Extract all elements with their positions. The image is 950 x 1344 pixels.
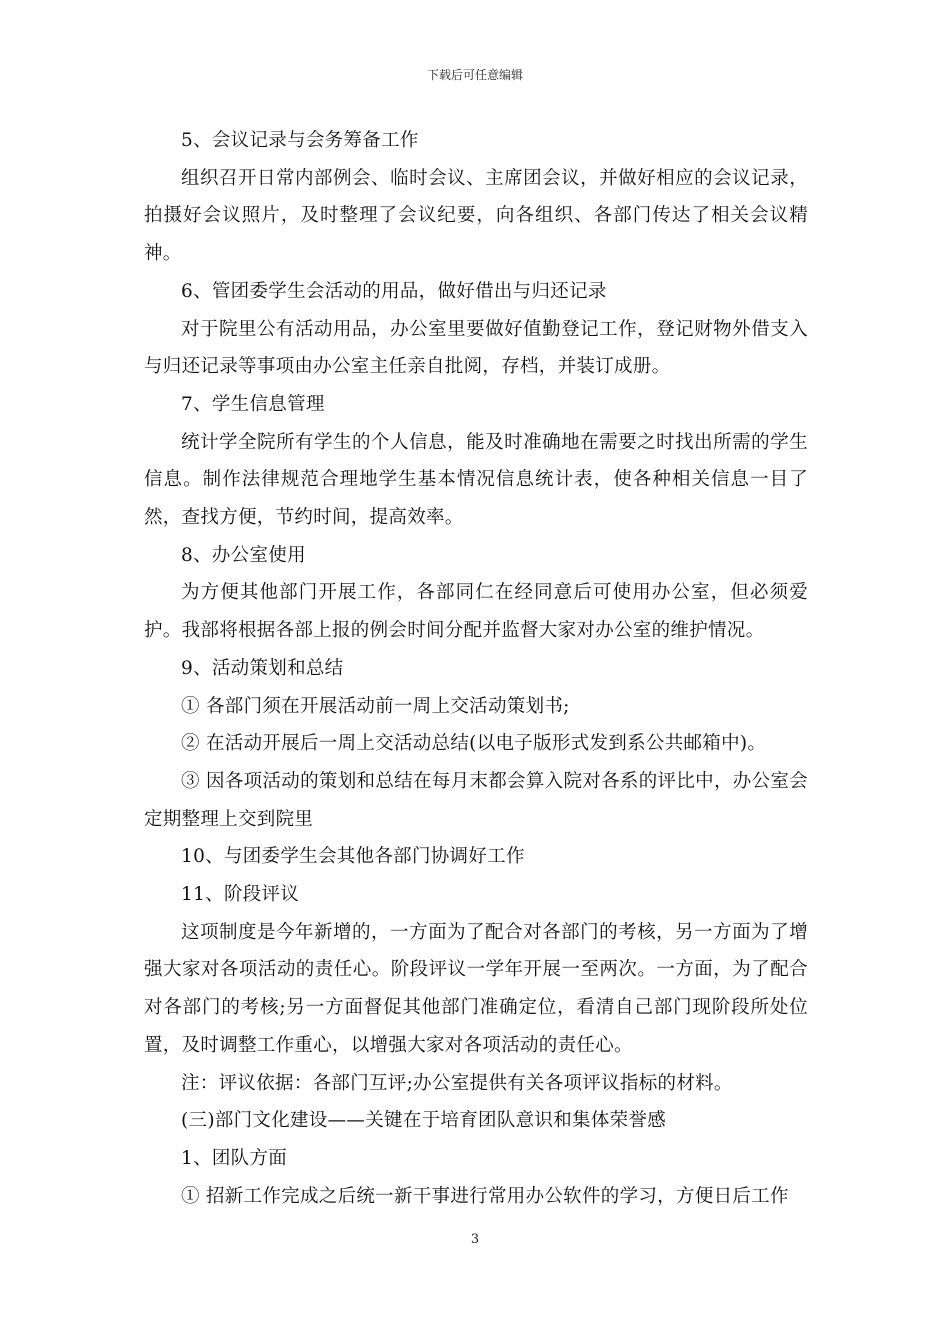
paragraph: 为方便其他部门开展工作，各部同仁在经同意后可使用办公室，但必须爱护。我部将根据各部上报的例会时间分配并监督大家对办公室的维护情况。 [144, 582, 808, 642]
paragraph: 对于院里公有活动用品，办公室里要做好值勤登记工作，登记财物外借支入与归还记录等事项由办公室主任亲自批阅，存档，并装订成册。 [144, 318, 808, 378]
paragraph: 统计学全院所有学生的个人信息，能及时准确地在需要之时找出所需的学生信息。制作法律规范合理地学生基本情况信息统计表，使各种相关信息一目了然，查找方便，节约时间，提高效率。 [144, 431, 808, 529]
list-item: ③ 因各项活动的策划和总结在每月末都会算入院对各系的评比中，办公室会定期整理上交到院里 [144, 770, 808, 830]
list-item: ① 各部门须在开展活动前一周上交活动策划书; [181, 695, 570, 717]
paragraph: 这项制度是今年新增的，一方面为了配合对各部门的考核，另一方面为了增强大家对各项活动的责任心。阶段评议一学年开展一至两次。一方面，为了配合对各部门的考核;另一方面督促其他部门准确定位，看清自己部门现阶段所处位置，及时调整工作重心，以增强大家对各项活动的责任心。 [144, 921, 808, 1056]
section-heading-8: 8、办公室使用 [181, 544, 306, 566]
note-paragraph: 注：评议依据：各部门互评;办公室提供有关各项评议指标的材料。 [181, 1072, 733, 1094]
list-item: ② 在活动开展后一周上交活动总结(以电子版形式发到系公共邮箱中)。 [181, 733, 767, 755]
section-heading-11: 11、阶段评议 [181, 884, 300, 906]
section-heading-10: 10、与团委学生会其他各部门协调好工作 [181, 846, 525, 868]
page-header: 下载后可任意编辑 [426, 68, 523, 82]
paragraph: 组织召开日常内部例会、临时会议、主席团会议，并做好相应的会议记录，拍摄好会议照片，及时整理了会议纪要，向各组织、各部门传达了相关会议精神。 [144, 167, 808, 265]
section-heading-6: 6、管团委学生会活动的用品，做好借出与归还记录 [181, 280, 607, 302]
list-item: ① 招新工作完成之后统一新干事进行常用办公软件的学习，方便日后工作 [181, 1185, 789, 1207]
section-heading-9: 9、活动策划和总结 [181, 657, 344, 679]
section-heading-3: (三)部门文化建设——关键在于培育团队意识和集体荣誉感 [181, 1110, 667, 1132]
page-number: 3 [470, 1232, 480, 1247]
section-heading-7: 7、学生信息管理 [181, 393, 325, 415]
subsection-heading-1: 1、团队方面 [181, 1147, 288, 1169]
section-heading-5: 5、会议记录与会务筹备工作 [181, 130, 419, 151]
document-body [144, 122, 808, 1215]
